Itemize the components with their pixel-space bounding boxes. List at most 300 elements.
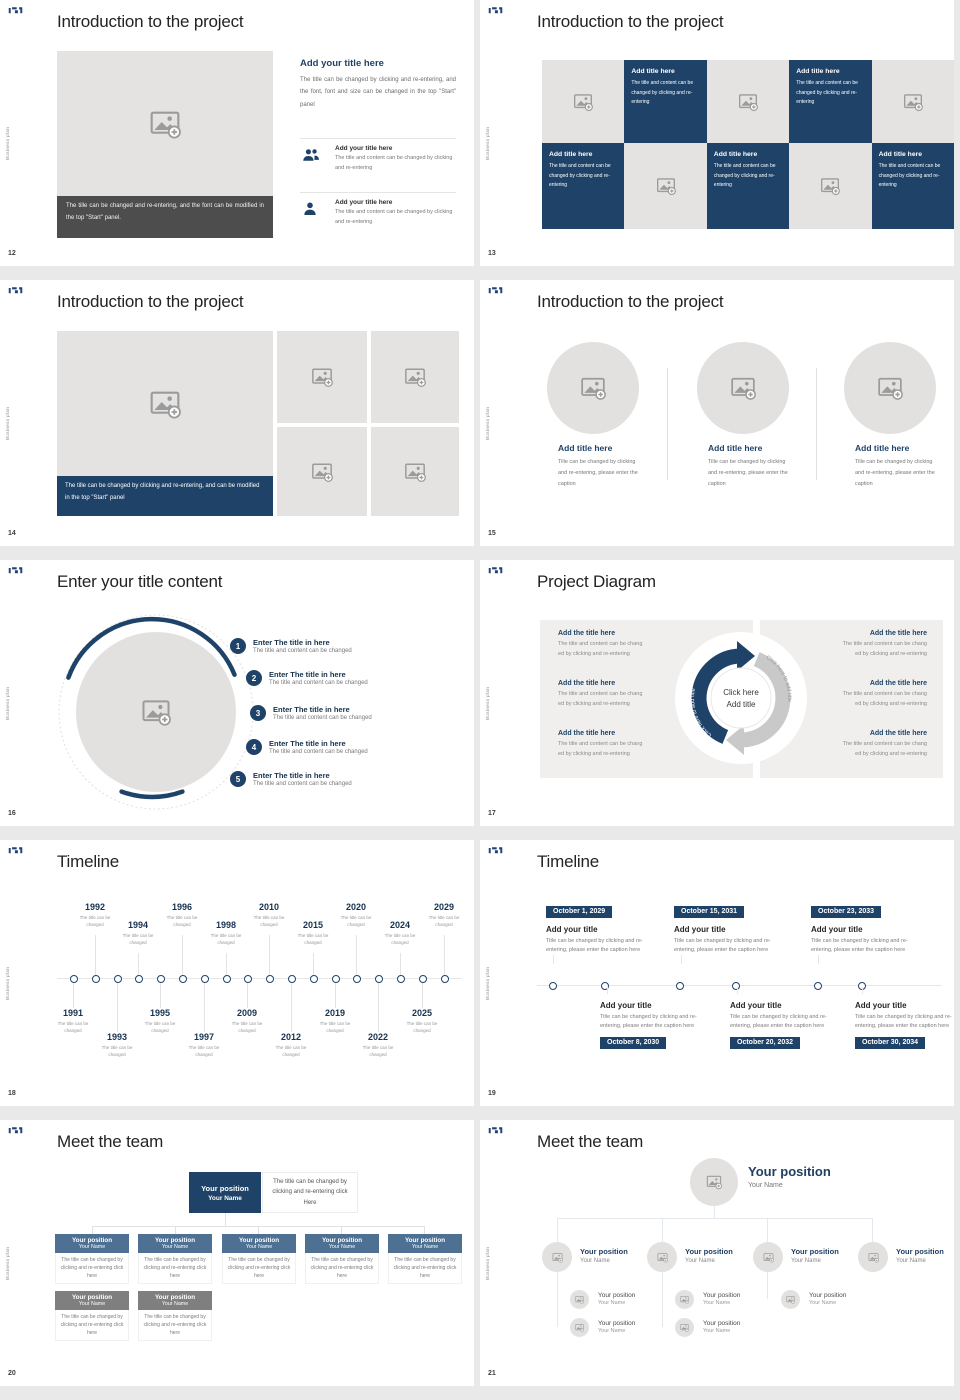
number-badge: 1 [230, 638, 246, 654]
image-placeholder[interactable] [624, 143, 706, 229]
year-label: 2019 [324, 1008, 346, 1018]
position-label: Your position [404, 1236, 446, 1244]
brand-vertical-text: Business plan [5, 966, 10, 1000]
team-member-sub [675, 1318, 740, 1334]
image-placeholder-icon [738, 92, 758, 112]
image-placeholder[interactable] [371, 427, 459, 516]
date-badge: October 23, 2033 [811, 906, 881, 918]
section-body: The title can be changed by clicking and re-entering, and the font, font and size can be changed in the top "Start" panel [300, 77, 456, 108]
image-placeholder-circle[interactable] [547, 342, 639, 434]
slide-title: Project Diagram [537, 572, 656, 591]
card-text: Title can be changed by clicking and re-entering, please enter the caption here [674, 938, 771, 954]
position-label: Your position [238, 1236, 280, 1244]
slide-title: Timeline [57, 852, 120, 871]
item-title: Enter The title in here [253, 771, 330, 780]
item-text: ed by clicking and re-entering [558, 650, 630, 657]
image-placeholder-icon [311, 366, 333, 388]
connector [258, 1226, 259, 1234]
image-placeholder-icon [868, 1252, 879, 1263]
year-label: 1992 [84, 902, 106, 912]
brand-logo-icon [8, 1125, 23, 1134]
brand-logo-icon [8, 565, 23, 574]
card-text: Title can be changed by clicking and re-entering, please enter the caption here [546, 938, 643, 954]
item-title: Enter The title in here [253, 638, 330, 647]
card-title: Add your title [546, 925, 598, 934]
team-member-sub [570, 1290, 635, 1306]
image-placeholder-circle[interactable] [844, 342, 936, 434]
tile-title: Add title here [878, 151, 923, 158]
item-text: The title and content can be changed by clicking and re-entering [335, 209, 453, 225]
caption-block [708, 443, 788, 490]
page-number: 13 [488, 250, 496, 257]
arc-text-right: Click here to add title [764, 654, 793, 703]
timeline-entry [94, 1032, 140, 1058]
position-label: Your position [201, 1183, 249, 1193]
connector [767, 1218, 768, 1242]
timeline-marker [288, 975, 296, 983]
image-placeholder-icon [877, 375, 903, 401]
item-title: Enter The title in here [269, 670, 346, 679]
avatar-placeholder[interactable] [781, 1290, 800, 1309]
timeline-marker [223, 975, 231, 983]
item-title: Add title here [855, 443, 910, 453]
brand-vertical-text: Business plan [5, 1246, 10, 1280]
org-box [305, 1234, 379, 1284]
number-badge: 5 [230, 771, 246, 787]
cell-15 [480, 280, 960, 560]
image-placeholder-icon [706, 1174, 722, 1190]
image-placeholder-icon [149, 108, 181, 140]
cell-21 [480, 1120, 960, 1400]
connector [225, 1213, 226, 1226]
position-label: Your position [896, 1247, 944, 1256]
team-member [542, 1242, 628, 1264]
year-caption: The title can be changed [57, 1020, 89, 1033]
title-tile [707, 143, 789, 229]
timeline-card [600, 994, 718, 1049]
year-caption: The title can be changed [166, 914, 198, 927]
cell-16 [0, 560, 480, 840]
cell-17 [480, 560, 960, 840]
timeline-marker [92, 975, 100, 983]
card-text: Title can be changed by clicking and re-entering, please enter the caption here [855, 1014, 952, 1030]
caption-block [855, 443, 935, 490]
org-box [55, 1234, 129, 1284]
position-label: Your position [598, 1292, 636, 1299]
numbered-item [230, 638, 352, 654]
slide-title: Timeline [537, 852, 600, 871]
timeline-marker [397, 975, 405, 983]
brand-logo-icon [488, 1125, 503, 1134]
item-text: The title and content can be chang [842, 741, 927, 747]
item-title: Add the title here [869, 630, 927, 637]
numbered-item [246, 739, 368, 755]
org-box [388, 1234, 462, 1284]
position-label: Your position [748, 1164, 831, 1179]
item-title: Add the title here [558, 730, 616, 737]
team-member [647, 1242, 733, 1264]
image-placeholder-icon [680, 1323, 689, 1332]
page-number: 18 [8, 1090, 16, 1097]
org-box [222, 1234, 296, 1284]
page-number: 16 [8, 810, 16, 817]
year-caption: The title can be changed [297, 932, 329, 945]
timeline-marker [157, 975, 165, 983]
timeline-marker [179, 975, 187, 983]
card-title: Add your title [730, 1001, 782, 1010]
item-text: The title and content can be chang [558, 691, 643, 697]
item-text: Tille can be changed by clicking and re-entering, please enter the caption [708, 459, 788, 487]
name-label: Your Name [161, 1244, 189, 1251]
title-tile [542, 143, 624, 229]
year-caption: The title can be changed [384, 932, 416, 945]
page-number: 15 [488, 530, 496, 537]
divider [816, 368, 817, 480]
team-member-sub [570, 1318, 635, 1334]
timeline-marker [353, 975, 361, 983]
timeline-marker [70, 975, 78, 983]
date-badge: October 15, 2031 [674, 906, 744, 918]
slide-16-thumbnail[interactable] [0, 560, 474, 826]
name-label: Your Name [580, 1258, 610, 1264]
slide-20-thumbnail[interactable] [0, 1120, 474, 1386]
avatar-placeholder[interactable] [570, 1290, 589, 1309]
timeline-entry [355, 1032, 401, 1058]
slide-18-thumbnail[interactable] [0, 840, 474, 1106]
position-label: Your position [809, 1292, 847, 1299]
page-number: 12 [8, 250, 16, 257]
team-member-sub [781, 1290, 846, 1306]
image-caption: The tille can be changed by clicking and re-entering, and can be modified in the top "Start" panel [57, 476, 273, 516]
brand-logo-icon [488, 565, 503, 574]
brand-logo-icon [8, 5, 23, 14]
brand-vertical-text: Business plan [5, 406, 10, 440]
cell-18 [0, 840, 480, 1120]
connector [557, 1218, 558, 1242]
avatar-placeholder[interactable] [647, 1242, 677, 1272]
image-placeholder-icon [575, 1323, 584, 1332]
year-label: 2020 [345, 902, 367, 912]
org-box [138, 1291, 212, 1341]
numbered-item [230, 771, 352, 787]
date-badge: October 8, 2030 [600, 1037, 666, 1049]
item-text: ed by clicking and re-entering [855, 650, 927, 657]
item-text: ed by clicking and re-entering [558, 700, 630, 707]
title-tile [789, 60, 871, 143]
connector [175, 1226, 176, 1234]
image-placeholder[interactable] [542, 60, 624, 143]
year-caption: The title can be changed [210, 932, 242, 945]
timeline-card [811, 900, 929, 955]
year-label: 1995 [149, 1008, 171, 1018]
connector [341, 1226, 342, 1234]
year-caption: The title can be changed [188, 1044, 220, 1057]
position-label: Your position [703, 1320, 741, 1327]
page-number: 14 [8, 530, 16, 537]
team-member [753, 1242, 839, 1264]
image-placeholder-icon [580, 375, 606, 401]
avatar-placeholder[interactable] [675, 1290, 694, 1309]
date-badge: October 1, 2029 [546, 906, 612, 918]
connector [767, 1272, 768, 1299]
numbered-item [246, 670, 368, 686]
caption-block [558, 443, 638, 490]
people-icon [302, 147, 320, 163]
divider [667, 368, 668, 480]
image-placeholder-icon [680, 1295, 689, 1304]
timeline-marker [332, 975, 340, 983]
avatar-placeholder[interactable] [570, 1318, 589, 1337]
tile-text: The title and content can be changed by clicking and re-entering [631, 80, 694, 105]
brand-vertical-text: Business plan [5, 686, 10, 720]
year-caption: The title can be changed [253, 914, 285, 927]
image-placeholder-icon [657, 1252, 668, 1263]
timeline-marker [201, 975, 209, 983]
item-title: Add the title here [558, 630, 616, 637]
item-text: Tille can be changed by clicking and re-entering, please enter the caption [855, 459, 935, 487]
tile-text: The title and content can be changed by clicking and re-entering [549, 163, 611, 188]
image-placeholder[interactable] [57, 331, 273, 476]
center-label: Add title [726, 700, 756, 709]
timeline-entry [421, 902, 467, 928]
year-caption: The title can be changed [406, 1020, 438, 1033]
slide-title: Introduction to the project [537, 12, 724, 31]
center-label: Click here [723, 688, 759, 697]
title-tile [624, 60, 706, 143]
timeline-marker [375, 975, 383, 983]
avatar-placeholder[interactable] [690, 1158, 738, 1206]
card-title: Add your title [855, 1001, 907, 1010]
cell-19 [480, 840, 960, 1120]
name-label: Your Name [328, 1244, 356, 1251]
image-placeholder-icon [730, 375, 756, 401]
timeline-entry [203, 920, 249, 946]
slide-title: Meet the team [57, 1132, 164, 1151]
name-label: Your Name [245, 1244, 273, 1251]
item-text: The title and content can be changed [273, 715, 372, 721]
tile-title: Add title here [796, 68, 840, 75]
timeline-entry [115, 920, 161, 946]
image-placeholder[interactable] [277, 427, 367, 516]
position-label: Your position [71, 1293, 113, 1301]
org-box-caption: The title can be changed by clicking and re-entering click here [222, 1253, 296, 1284]
slide-title: Meet the team [537, 1132, 644, 1151]
timeline-marker [441, 975, 449, 983]
year-label: 1994 [127, 920, 149, 930]
checkerboard-grid [542, 60, 954, 229]
name-label: Your Name [161, 1301, 189, 1308]
avatar-placeholder[interactable] [858, 1242, 888, 1272]
timeline-entry [268, 1032, 314, 1058]
slide-17-thumbnail[interactable] [480, 560, 954, 826]
card-title: Add your title [674, 925, 726, 934]
item-text: ed by clicking and re-entering [855, 700, 927, 707]
name-label: Your Name [78, 1244, 106, 1251]
timeline-entry [377, 920, 423, 946]
person-icon [302, 201, 320, 217]
timeline-entry [312, 1008, 358, 1034]
org-box [55, 1291, 129, 1341]
timeline-entry [181, 1032, 227, 1058]
page-number: 19 [488, 1090, 496, 1097]
item-title: Add title here [708, 443, 763, 453]
timeline-marker [114, 975, 122, 983]
timeline-marker [135, 975, 143, 983]
card-title: Add your title [600, 1001, 652, 1010]
year-label: 2012 [280, 1032, 302, 1042]
avatar-placeholder[interactable] [542, 1242, 572, 1272]
name-label: Your Name [208, 1194, 242, 1202]
org-box-caption: The title can be changed by clicking and re-entering click here [305, 1253, 379, 1284]
number-badge: 3 [250, 705, 266, 721]
timeline-card [730, 994, 848, 1049]
position-label: Your position [71, 1236, 113, 1244]
connector [662, 1272, 663, 1327]
list-item [300, 192, 456, 228]
brand-vertical-text: Business plan [485, 126, 490, 160]
page-number: 17 [488, 810, 496, 817]
year-caption: The title can be changed [428, 914, 460, 927]
date-badge: October 20, 2032 [730, 1037, 800, 1049]
timeline-marker [549, 982, 557, 990]
slide-15-thumbnail[interactable] [480, 280, 954, 546]
tile-title: Add title here [631, 68, 675, 75]
connector [92, 1226, 93, 1234]
brand-logo-icon [488, 5, 503, 14]
name-label: Your Name [411, 1244, 439, 1251]
timeline-entry [159, 902, 205, 928]
position-label: Your position [703, 1292, 741, 1299]
year-label: 2009 [236, 1008, 258, 1018]
cell-14 [0, 280, 480, 560]
slide-14-thumbnail[interactable] [0, 280, 474, 546]
timeline-card [546, 900, 664, 955]
item-title: Enter The title in here [273, 705, 350, 714]
slide-title: Enter your title content [57, 572, 223, 591]
slide-21-thumbnail[interactable] [480, 1120, 954, 1386]
connector [714, 1206, 715, 1218]
year-caption: The title can be changed [101, 1044, 133, 1057]
item-text: The title and content can be chang [558, 741, 643, 747]
year-label: 2025 [411, 1008, 433, 1018]
list-item [300, 138, 456, 174]
year-caption: The title can be changed [340, 914, 372, 927]
year-label: 2022 [367, 1032, 389, 1042]
name-label: Your Name [598, 1300, 626, 1306]
slide-title: Introduction to the project [57, 12, 244, 31]
item-text: The title and content can be changed [269, 680, 368, 686]
connector [424, 1226, 425, 1234]
org-box-caption: The title can be changed by clicking and re-entering click here [138, 1253, 212, 1284]
year-label: 2029 [433, 902, 455, 912]
name-label: Your Name [791, 1258, 821, 1264]
title-tile [872, 143, 954, 229]
image-caption: The tille can be changed and re-entering, and the font can be modified in the top "Start" panel. [57, 196, 273, 238]
item-text: The title and content can be changed [253, 781, 352, 787]
year-caption: The title can be changed [319, 1020, 351, 1033]
timeline-marker [266, 975, 274, 983]
brand-vertical-text: Business plan [5, 126, 10, 160]
image-placeholder[interactable] [872, 60, 954, 143]
number-badge: 2 [246, 670, 262, 686]
connector [557, 1218, 873, 1219]
timeline-marker [732, 982, 740, 990]
image-placeholder[interactable] [57, 51, 273, 196]
year-caption: The title can be changed [231, 1020, 263, 1033]
item-text: ed by clicking and re-entering [855, 750, 927, 757]
timeline-marker [310, 975, 318, 983]
org-box-caption: The title can be changed by clicking and re-entering click here [55, 1310, 129, 1341]
image-placeholder-icon [573, 92, 593, 112]
name-label: Your Name [809, 1300, 837, 1306]
timeline-entry [72, 902, 118, 928]
brand-vertical-text: Business plan [485, 966, 490, 1000]
brand-vertical-text: Business plan [485, 1246, 490, 1280]
connector [872, 1218, 873, 1242]
org-box-caption: The title can be changed by clicking and re-entering click here [388, 1253, 462, 1284]
slide-13-thumbnail[interactable] [480, 0, 954, 266]
year-label: 1998 [215, 920, 237, 930]
image-placeholder-icon [575, 1295, 584, 1304]
item-text: The title and content can be chang [558, 641, 643, 647]
slide-title: Introduction to the project [537, 292, 724, 311]
timeline-marker [676, 982, 684, 990]
position-label: Your position [580, 1247, 628, 1256]
slide-title: Introduction to the project [57, 292, 244, 311]
year-caption: The title can be changed [144, 1020, 176, 1033]
cycle-arrows-diagram [671, 628, 811, 768]
team-member-sub [675, 1290, 740, 1306]
image-placeholder-circle[interactable] [697, 342, 789, 434]
slide-12-thumbnail[interactable] [0, 0, 474, 266]
timeline-entry [333, 902, 379, 928]
timeline-card [674, 900, 792, 955]
year-label: 2024 [389, 920, 411, 930]
position-label: Your position [791, 1247, 839, 1256]
number-badge: 4 [246, 739, 262, 755]
brand-vertical-text: Business plan [485, 686, 490, 720]
image-placeholder[interactable] [707, 60, 789, 143]
brand-logo-icon [488, 285, 503, 294]
item-title: Add your title here [335, 199, 393, 206]
image-placeholder-icon [311, 461, 333, 483]
item-text: The title and content can be chang [842, 641, 927, 647]
timeline-entry [290, 920, 336, 946]
avatar-placeholder[interactable] [675, 1318, 694, 1337]
image-placeholder-icon [903, 92, 923, 112]
tile-text: The title and content can be changed by clicking and re-entering [713, 163, 776, 188]
name-label: Your Name [685, 1258, 715, 1264]
image-placeholder[interactable] [371, 331, 459, 423]
connector [557, 1272, 558, 1327]
position-label: Your position [598, 1320, 636, 1327]
slide-19-thumbnail[interactable] [480, 840, 954, 1106]
position-label: Your position [154, 1236, 196, 1244]
item-text: ed by clicking and re-entering [558, 750, 630, 757]
image-placeholder-icon [820, 176, 840, 196]
image-placeholder[interactable] [789, 143, 871, 229]
connector [662, 1218, 663, 1242]
card-text: Title can be changed by clicking and re-entering, please enter the caption here [811, 938, 908, 954]
image-placeholder[interactable] [277, 331, 367, 423]
name-label: Your Name [78, 1301, 106, 1308]
org-root-box [189, 1172, 261, 1213]
org-box-caption: The title can be changed by clicking and re-entering click here [138, 1310, 212, 1341]
avatar-placeholder[interactable] [753, 1242, 783, 1272]
cell-20 [0, 1120, 480, 1400]
image-placeholder-icon [141, 697, 171, 727]
tile-title: Add title here [549, 151, 593, 158]
